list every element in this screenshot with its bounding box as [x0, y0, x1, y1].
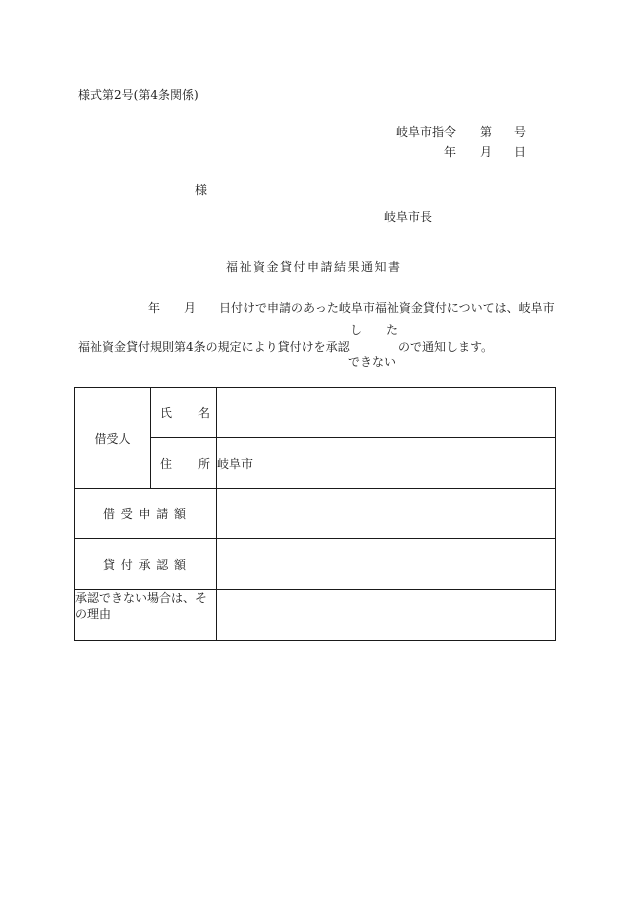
- requested-amount-value[interactable]: [217, 489, 556, 539]
- address-label-char-2: 所: [197, 456, 210, 471]
- recipient-honorific: 様: [195, 183, 208, 197]
- document-title: 福祉資金貸付申請結果通知書: [226, 260, 402, 274]
- requested-amount-char: 受: [120, 507, 133, 521]
- reason-value[interactable]: [217, 590, 556, 641]
- approved-amount-char: 付: [120, 557, 133, 572]
- issuer-label: 岐阜市指令: [396, 125, 457, 139]
- approved-amount-char: 認: [156, 557, 169, 572]
- issue-number-go: 号: [514, 125, 527, 139]
- borrower-label: 借受人: [75, 388, 151, 489]
- body-line-1: 日付けで申請のあった岐阜市福祉資金貸付については、岐阜市: [219, 301, 555, 315]
- issue-date-year: 年: [444, 145, 457, 159]
- approved-amount-char: 貸: [103, 557, 116, 572]
- address-value[interactable]: 岐阜市: [217, 438, 556, 489]
- name-label: [151, 388, 217, 438]
- body-line-2: 福祉資金貸付規則第4条の規定により貸付けを承認: [78, 340, 350, 354]
- name-value[interactable]: [217, 388, 556, 438]
- option-denied: できない: [348, 355, 397, 369]
- approved-amount-value[interactable]: [217, 539, 556, 590]
- requested-amount-char: 額: [173, 507, 186, 521]
- address-label-char-1: 住: [160, 456, 173, 471]
- sender-name: 岐阜市長: [384, 210, 433, 224]
- body-year: 年: [148, 301, 161, 315]
- body-month: 月: [184, 301, 197, 315]
- name-label-char-1: 氏: [160, 406, 173, 420]
- requested-amount-char: 請: [156, 507, 169, 521]
- loan-details-table: [74, 387, 556, 641]
- requested-amount-char: 申: [138, 507, 151, 521]
- approved-amount-char: 承: [138, 557, 151, 572]
- form-number: 様式第2号(第4条関係): [78, 88, 199, 102]
- reason-label: 承認できない場合は、その理由: [75, 590, 217, 641]
- issue-date-day: 日: [514, 145, 527, 159]
- address-label: [151, 438, 217, 489]
- approved-amount-label: [75, 539, 217, 590]
- body-line-2-end: ので通知します。: [398, 340, 494, 354]
- name-label-char-2: 名: [197, 406, 210, 420]
- issue-number-dai: 第: [480, 125, 493, 139]
- requested-amount-char: 借: [103, 507, 116, 521]
- option-approved: し た: [350, 323, 399, 337]
- requested-amount-label: [75, 489, 217, 539]
- approved-amount-char: 額: [173, 557, 186, 572]
- issue-date-month: 月: [480, 145, 493, 159]
